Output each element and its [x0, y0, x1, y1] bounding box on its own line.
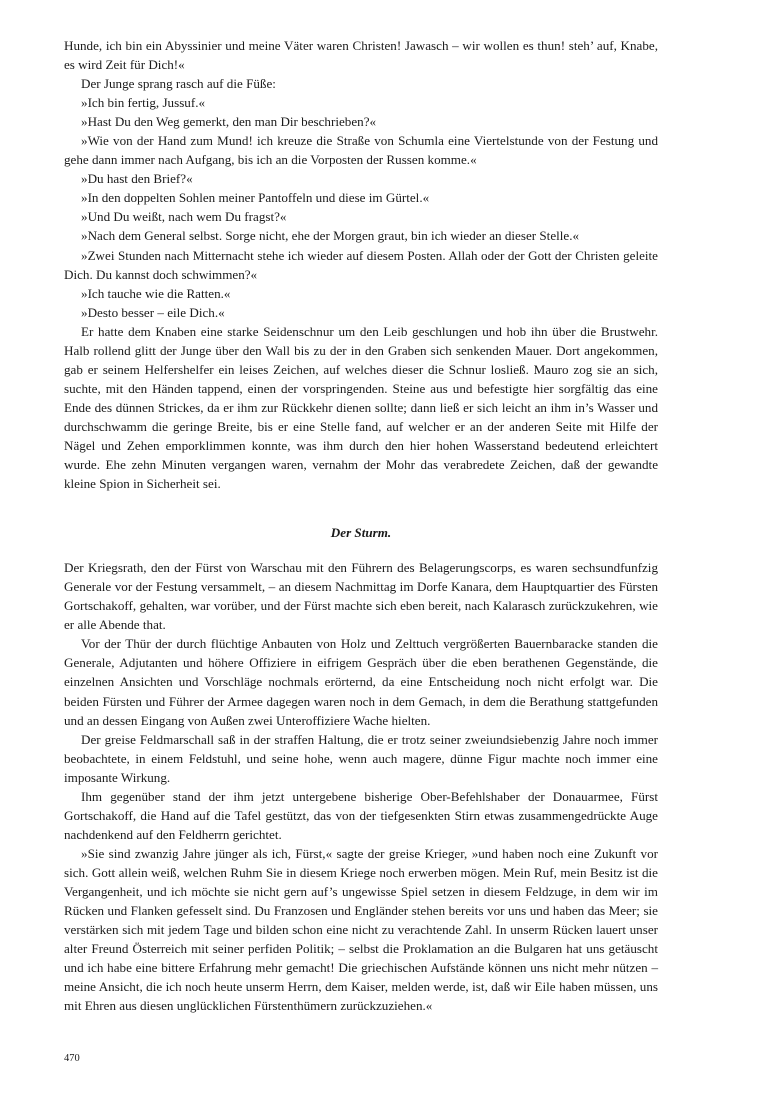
body-text: [64, 36, 658, 1015]
paragraph: Der Junge sprang rasch auf die Füße:: [81, 76, 276, 92]
paragraph: Der greise Feldmarschall saß in der straffen Haltung, die er trotz seiner zweiundsiebenzig Jahre noch immer beobachtete, in einem Feldstuhl, und seine hohe, wenn auch magere, dünne Figur machte noch immer eine imposante Wirkung.: [64, 731, 658, 785]
paragraph: »Ich bin fertig, Jussuf.«: [81, 95, 206, 111]
paragraph: »Wie von der Hand zum Mund! ich kreuze die Straße von Schumla eine Viertelstunde von der Festung und gehe dann immer nach Aufgang, bis ich an die Vorposten der Russen komme.«: [64, 133, 658, 168]
paragraph: »Sie sind zwanzig Jahre jünger als ich, Fürst,« sagte der greise Krieger, »und haben noch eine Zukunft vor sich. Gott allein weiß, welchen Ruhm Sie in diesem Kriege noch erwerben mögen. Mein Ruf, mein Besitz ist die Vergangenheit, und ich möchte sie nicht gern auf’s ungewisse Spiel setzen in diesem Feldzuge, in dem wir im Rücken und Flanken gefesselt sind. Du Franzosen und Engländer stehen bereits vor uns und haben das Meer; sie verstärken sich mit jedem Tage und bilden schon eine nicht zu verachtende Zahl. In unserm Rücken lauert unser alter Freund Österreich mit seiner perfiden Politik; – selbst die Proklamation an die Bulgaren hat uns getäuscht und ich habe eine bittere Erfahrung mehr gemacht! Die griechischen Aufstände können uns nicht mehr nützen – meine Ansicht, die ich noch heute unserm Herrn, dem Kaiser, melden werde, ist, daß wir Eile haben müssen, uns mit Ehren aus diesen unglücklichen Fürstenthümern zurückzuziehen.«: [64, 845, 658, 1014]
paragraph: »Zwei Stunden nach Mitternacht stehe ich wieder auf diesem Posten. Allah oder der Gott der Christen geleite Dich. Du kannst doch schwimmen?«: [64, 247, 658, 282]
paragraph: »Hast Du den Weg gemerkt, den man Dir beschrieben?«: [81, 114, 377, 130]
paragraph: »Ich tauche wie die Ratten.«: [81, 285, 231, 301]
paragraph: Hunde, ich bin ein Abyssinier und meine Väter waren Christen! Jawasch – wir wollen es thun! steh’ auf, Knabe, es wird Zeit für Dich!«: [64, 38, 658, 73]
paragraph-block-before-heading: [64, 36, 658, 493]
paragraph: Der Kriegsrath, den der Fürst von Warschau mit den Führern des Belagerungscorps, es waren sechsundfunfzig Generale vor der Festung versammelt, – an diesem Nachmittag im Dorfe Kanara, dem Hauptquartier des Fürsten Gortschakoff, gehalten, war vorüber, und der Fürst machte sich eben bereit, nach Kalarasch zurückzukehren, wie er alle Abende that.: [64, 560, 658, 633]
paragraph: »Und Du weißt, nach wem Du fragst?«: [81, 209, 287, 225]
paragraph: Ihm gegenüber stand der ihm jetzt untergebene bisherige Ober-Befehlshaber der Donauarmee, Fürst Gortschakoff, die Hand auf die Tafel gestützt, das von der tiefgesenkten Stirn etwas zusammengedrückte Auge nachdenkend auf den Feldherrn gerichtet.: [64, 788, 658, 842]
paragraph: Er hatte dem Knaben eine starke Seidenschnur um den Leib geschlungen und hob ihn über die Brustwehr. Halb rollend glitt der Junge über den Wall bis zu der in den Graben sich senkenden Mauer. Dort angekommen, gab er seinem Helfershelfer ein leises Zeichen, auf welches dieser die Schnur losließ. Mauro zog sie an sich, suchte, mit den Händen tappend, einen der vorspringenden. Steine aus und befestigte hier sorgfältig das eine Ende des dünnen Strickes, da er ihm zur Rückkehr dienen sollte; dann ließ er sich leicht an ihm in’s Wasser und durchschwamm die geringe Breite, bis er eine Stelle fand, auf welcher er an der anderen Seite mit Hilfe der Nägel und Zehen emporklimmen konnte, was ihm durch den hier hohen Wasserstand bedeutend erleichtert wurde. Ehe zehn Minuten vergangen waren, vernahm der Mohr das verabredete Zeichen, daß der gewandte kleine Spion in Sicherheit sei.: [64, 323, 658, 492]
page-number: 470: [64, 1053, 80, 1064]
paragraph: Vor der Thür der durch flüchtige Anbauten von Holz und Zelttuch vergrößerten Bauernbaracke standen die Generale, Adjutanten und höhere Offiziere in eifrigem Gespräch über die eben berathenen Gegenstände, die einzelnen Ansichten und Vorschläge nochmals erörternd, da eine Entscheidung noch nicht erfolgt war. Die beiden Fürsten und Führer der Armee dagegen waren noch in dem Gemach, in dem die Berathung stattgefunden und an dessen Eingang von Außen zwei Unteroffiziere Wache hielten.: [64, 636, 658, 728]
section-heading: Der Sturm.: [330, 525, 392, 541]
paragraph: »In den doppelten Sohlen meiner Pantoffeln und diese im Gürtel.«: [81, 190, 430, 206]
paragraph: »Du hast den Brief?«: [81, 171, 193, 187]
paragraph: »Nach dem General selbst. Sorge nicht, ehe der Morgen graut, bin ich wieder an dieser Stelle.«: [81, 228, 580, 244]
paragraph: »Desto besser – eile Dich.«: [81, 304, 225, 320]
paragraph-block-after-heading: [64, 558, 658, 1015]
